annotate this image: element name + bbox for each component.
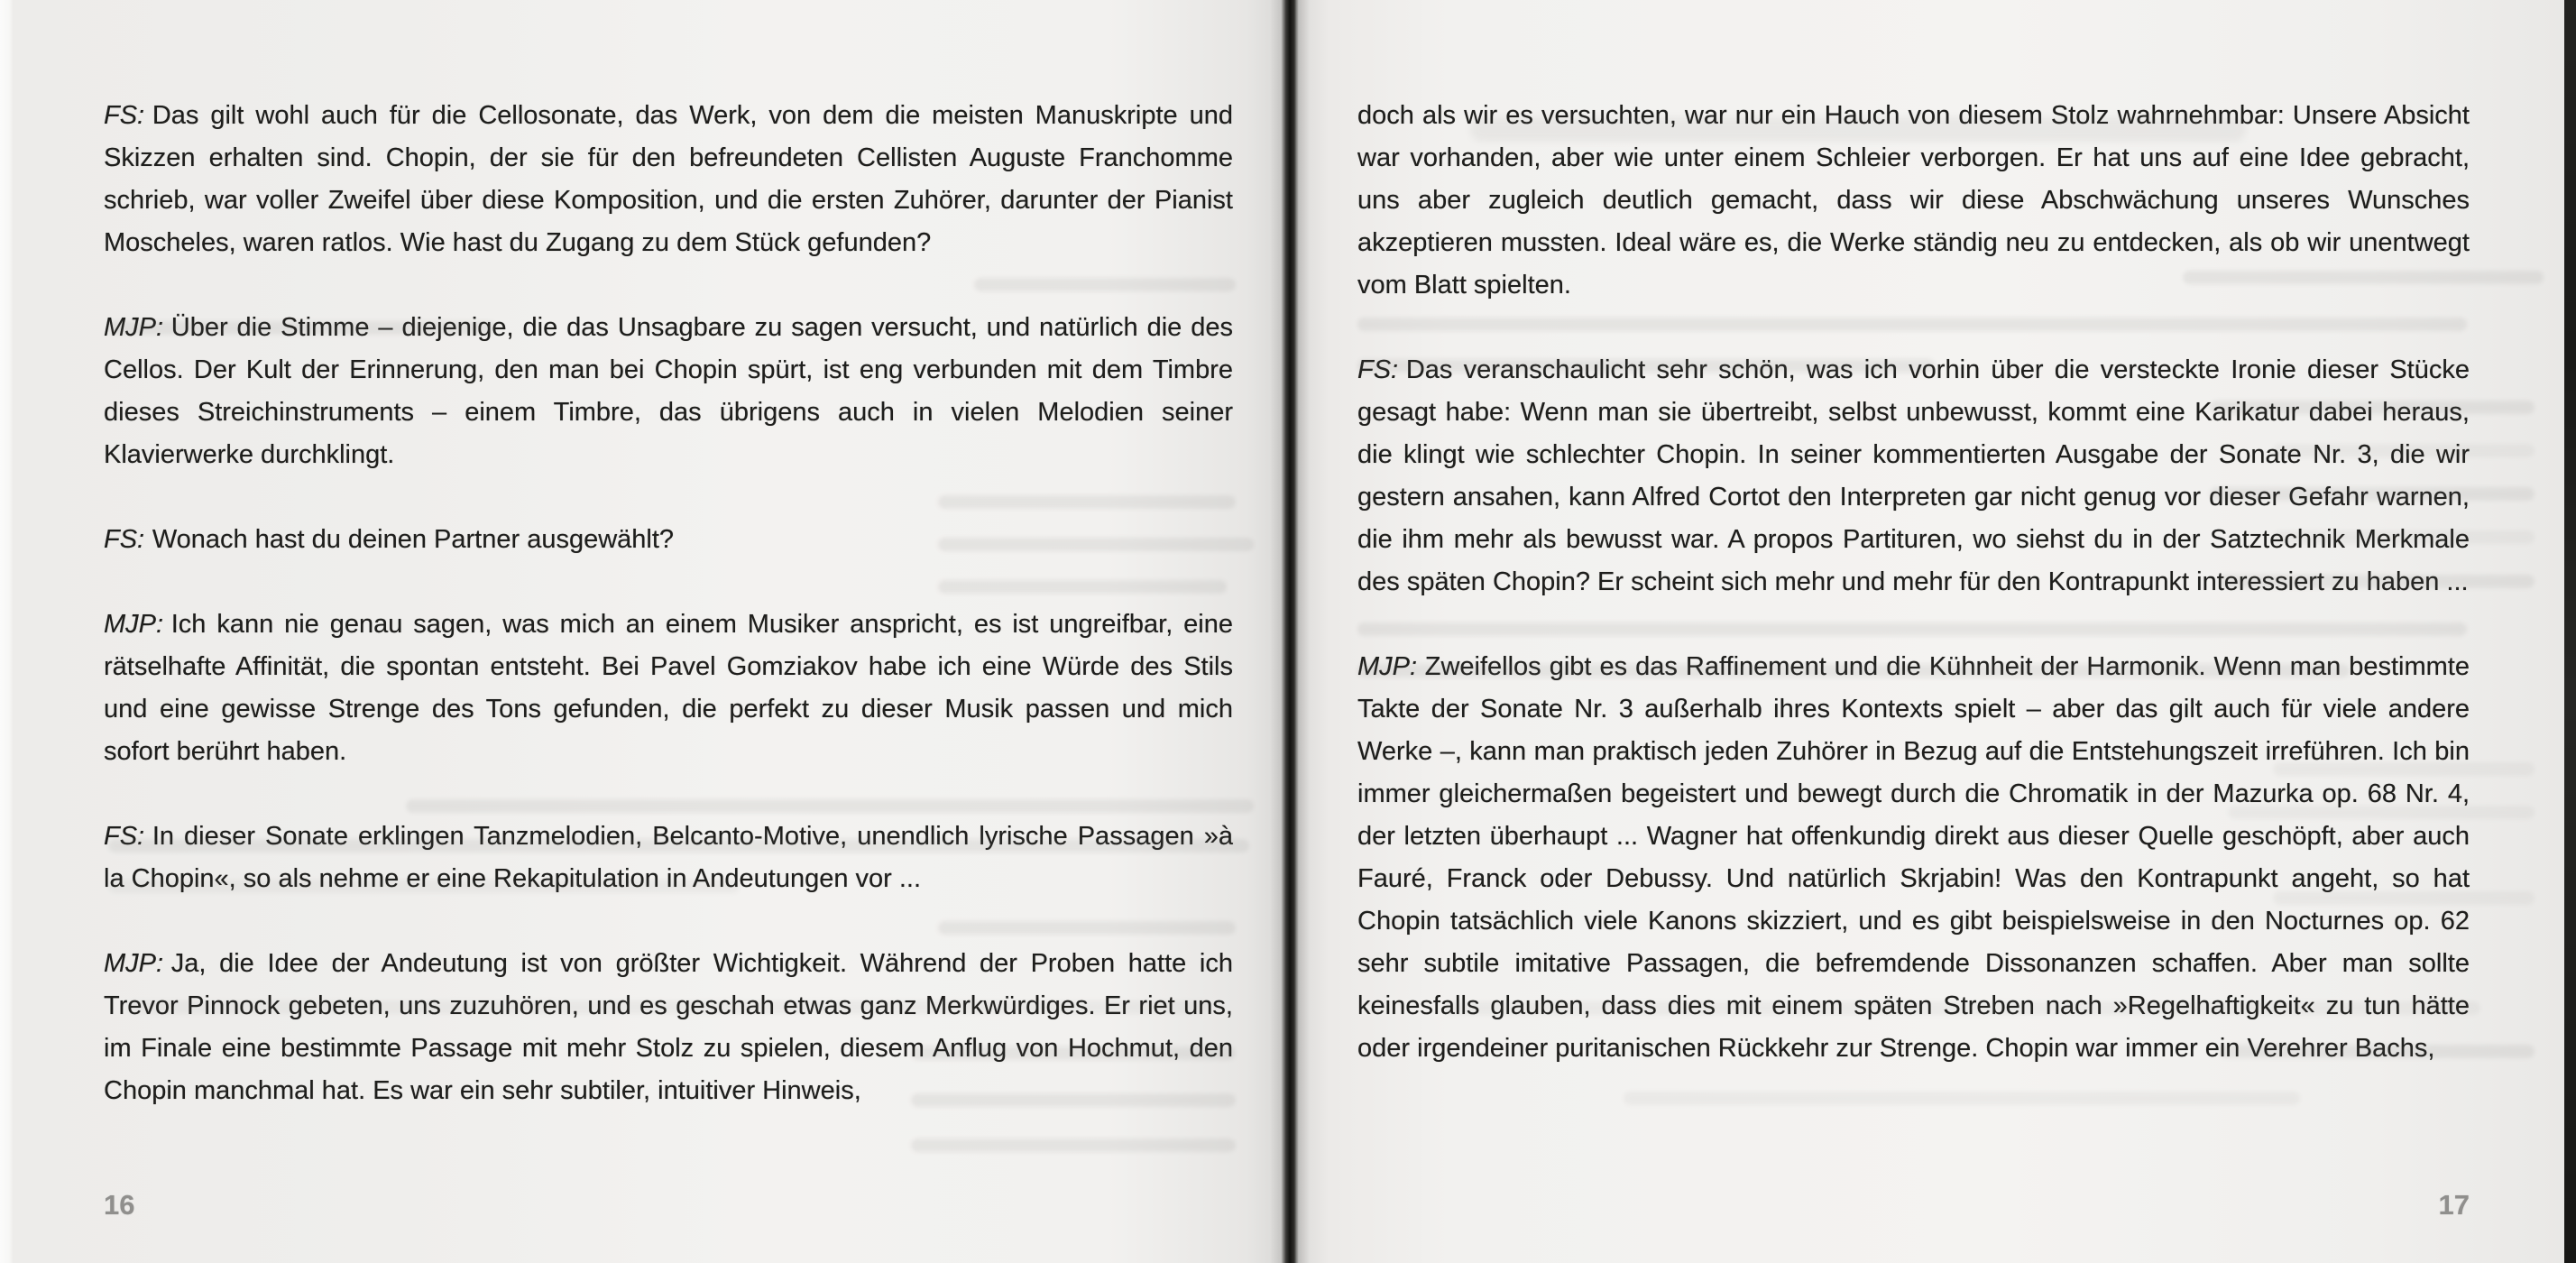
paragraph-text: doch als wir es versuchten, war nur ein Hauch von diesem Stolz wahrnehmbar: Unsere Absicht war vorhanden, aber wie unter einem Schleier verborgen. Er hat uns auf eine Idee gebracht, uns aber zugleich deutlich gemacht, dass wir diese Abschwächung unseres Wunsches akzeptieren mussten. Ideal wäre es, die Werke ständig neu zu entdecken, als ob wir unentwegt vom Blatt spielten. — [1357, 101, 2470, 300]
speaker-label: FS: — [104, 101, 145, 130]
scan-right-edge — [2564, 0, 2576, 1263]
paragraph — [104, 307, 1233, 476]
page-number-right: 17 — [2438, 1189, 2470, 1221]
paragraph — [104, 604, 1233, 773]
speaker-label: MJP: — [104, 949, 164, 978]
speaker-label: MJP: — [1357, 652, 1418, 681]
book-gutter — [1270, 0, 1310, 1263]
speaker-label: MJP: — [104, 610, 164, 639]
speaker-label: MJP: — [104, 313, 164, 342]
speaker-label: FS: — [104, 525, 145, 554]
scan-left-edge — [0, 0, 13, 1263]
speaker-label: FS: — [104, 822, 145, 851]
paragraph-text: Über die Stimme – diejenige, die das Unsagbare zu sagen versucht, und natürlich die des Cellos. Der Kult der Erinnerung, den man bei Chopin spürt, ist eng verbunden mit dem Timbre dieses Streichinstruments – einem Timbre, das übrigens auch in vielen Melodien seiner Klavierwerke durchklingt. — [104, 313, 1233, 469]
right-page-text-column — [1357, 95, 2470, 1112]
paragraph-text: Wonach hast du deinen Partner ausgewählt? — [152, 525, 675, 554]
paragraph — [1357, 646, 2470, 1070]
paragraph-text: Das veranschaulicht sehr schön, was ich vorhin über die versteckte Ironie dieser Stücke gesagt habe: Wenn man sie übertreibt, selbst unbewusst, kommt eine Karikatur dabei heraus, die klingt wie schlechter Chopin. In seiner kommentierten Ausgabe der Sonate Nr. 3, die wir gestern ansahen, kann Alfred Cortot den Interpreten gar nicht genug vor dieser Gefahr warnen, die ihm mehr als bewusst war. A propos Partituren, wo siehst du in der Satztechnik Merkmale des späten Chopin? Er scheint sich mehr und mehr für den Kontrapunkt interessiert zu haben ... — [1357, 355, 2470, 596]
paragraph-text: In dieser Sonate erklingen Tanzmelodien, Belcanto-Motive, unendlich lyrische Passagen »à la Chopin«, so als nehme er eine Rekapitulation in Andeutungen vor ... — [104, 822, 1233, 893]
speaker-label: FS: — [1357, 355, 1399, 384]
paragraph — [104, 95, 1233, 264]
paragraph-text: Zweifellos gibt es das Raffinement und die Kühnheit der Harmonik. Wenn man bestimmte Takte der Sonate Nr. 3 außerhalb ihres Kontexts spielt – aber das gilt auch für viele andere Werke –, kann man praktisch jeden Zuhörer in Bezug auf die Entstehungszeit irreführen. Ich bin immer gleichermaßen begeistert und bewegt durch die Chromatik in der Mazurka op. 68 Nr. 4, der letzten überhaupt ... Wagner hat offenkundig direkt aus dieser Quelle geschöpft, aber auch Fauré, Franck oder Debussy. Und natürlich Skrjabin! Was den Kontrapunkt angeht, so hat Chopin tatsächlich viele Kanons skizziert, und es gibt beispielsweise in den Nocturnes op. 62 sehr subtile imitative Passagen, die befremdende Dissonanzen schaffen. Aber man sollte keinesfalls glauben, dass dies mit einem späten Streben nach »Regelhaftigkeit« zu tun hätte oder irgendeiner puritanischen Rückkehr zur Strenge. Chopin war immer ein Verehrer Bachs, — [1357, 652, 2470, 1063]
paragraph — [1357, 95, 2470, 307]
paragraph — [104, 943, 1233, 1112]
left-page — [13, 0, 1284, 1263]
paragraph — [1357, 349, 2470, 604]
paragraph-text: Ja, die Idee der Andeutung ist von größter Wichtigkeit. Während der Proben hatte ich Trevor Pinnock gebeten, uns zuzuhören, und es geschah etwas ganz Merkwürdiges. Er riet uns, im Finale eine bestimmte Passage mit mehr Stolz zu spielen, diesem Anflug von Hochmut, den Chopin manchmal hat. Es war ein sehr subtiler, intuitiver Hinweis, — [104, 949, 1233, 1105]
right-page — [1297, 0, 2564, 1263]
paragraph-text: Ich kann nie genau sagen, was mich an einem Musiker anspricht, es ist ungreifbar, eine rätselhafte Affinität, die spontan entsteht. Bei Pavel Gomziakov habe ich eine Würde des Stils und eine gewisse Strenge des Tons gefunden, die perfekt zu dieser Musik passen und mich sofort berührt haben. — [104, 610, 1233, 766]
page-number-left: 16 — [104, 1189, 135, 1221]
paragraph — [104, 816, 1233, 900]
left-page-text-column — [104, 95, 1233, 1155]
paragraph — [104, 519, 1233, 561]
paragraph-text: Das gilt wohl auch für die Cellosonate, das Werk, von dem die meisten Manuskripte und Skizzen erhalten sind. Chopin, der sie für den befreundeten Cellisten Auguste Franchomme schrieb, war voller Zweifel über diese Komposition, und die ersten Zuhörer, darunter der Pianist Moscheles, waren ratlos. Wie hast du Zugang zu dem Stück gefunden? — [104, 101, 1233, 257]
